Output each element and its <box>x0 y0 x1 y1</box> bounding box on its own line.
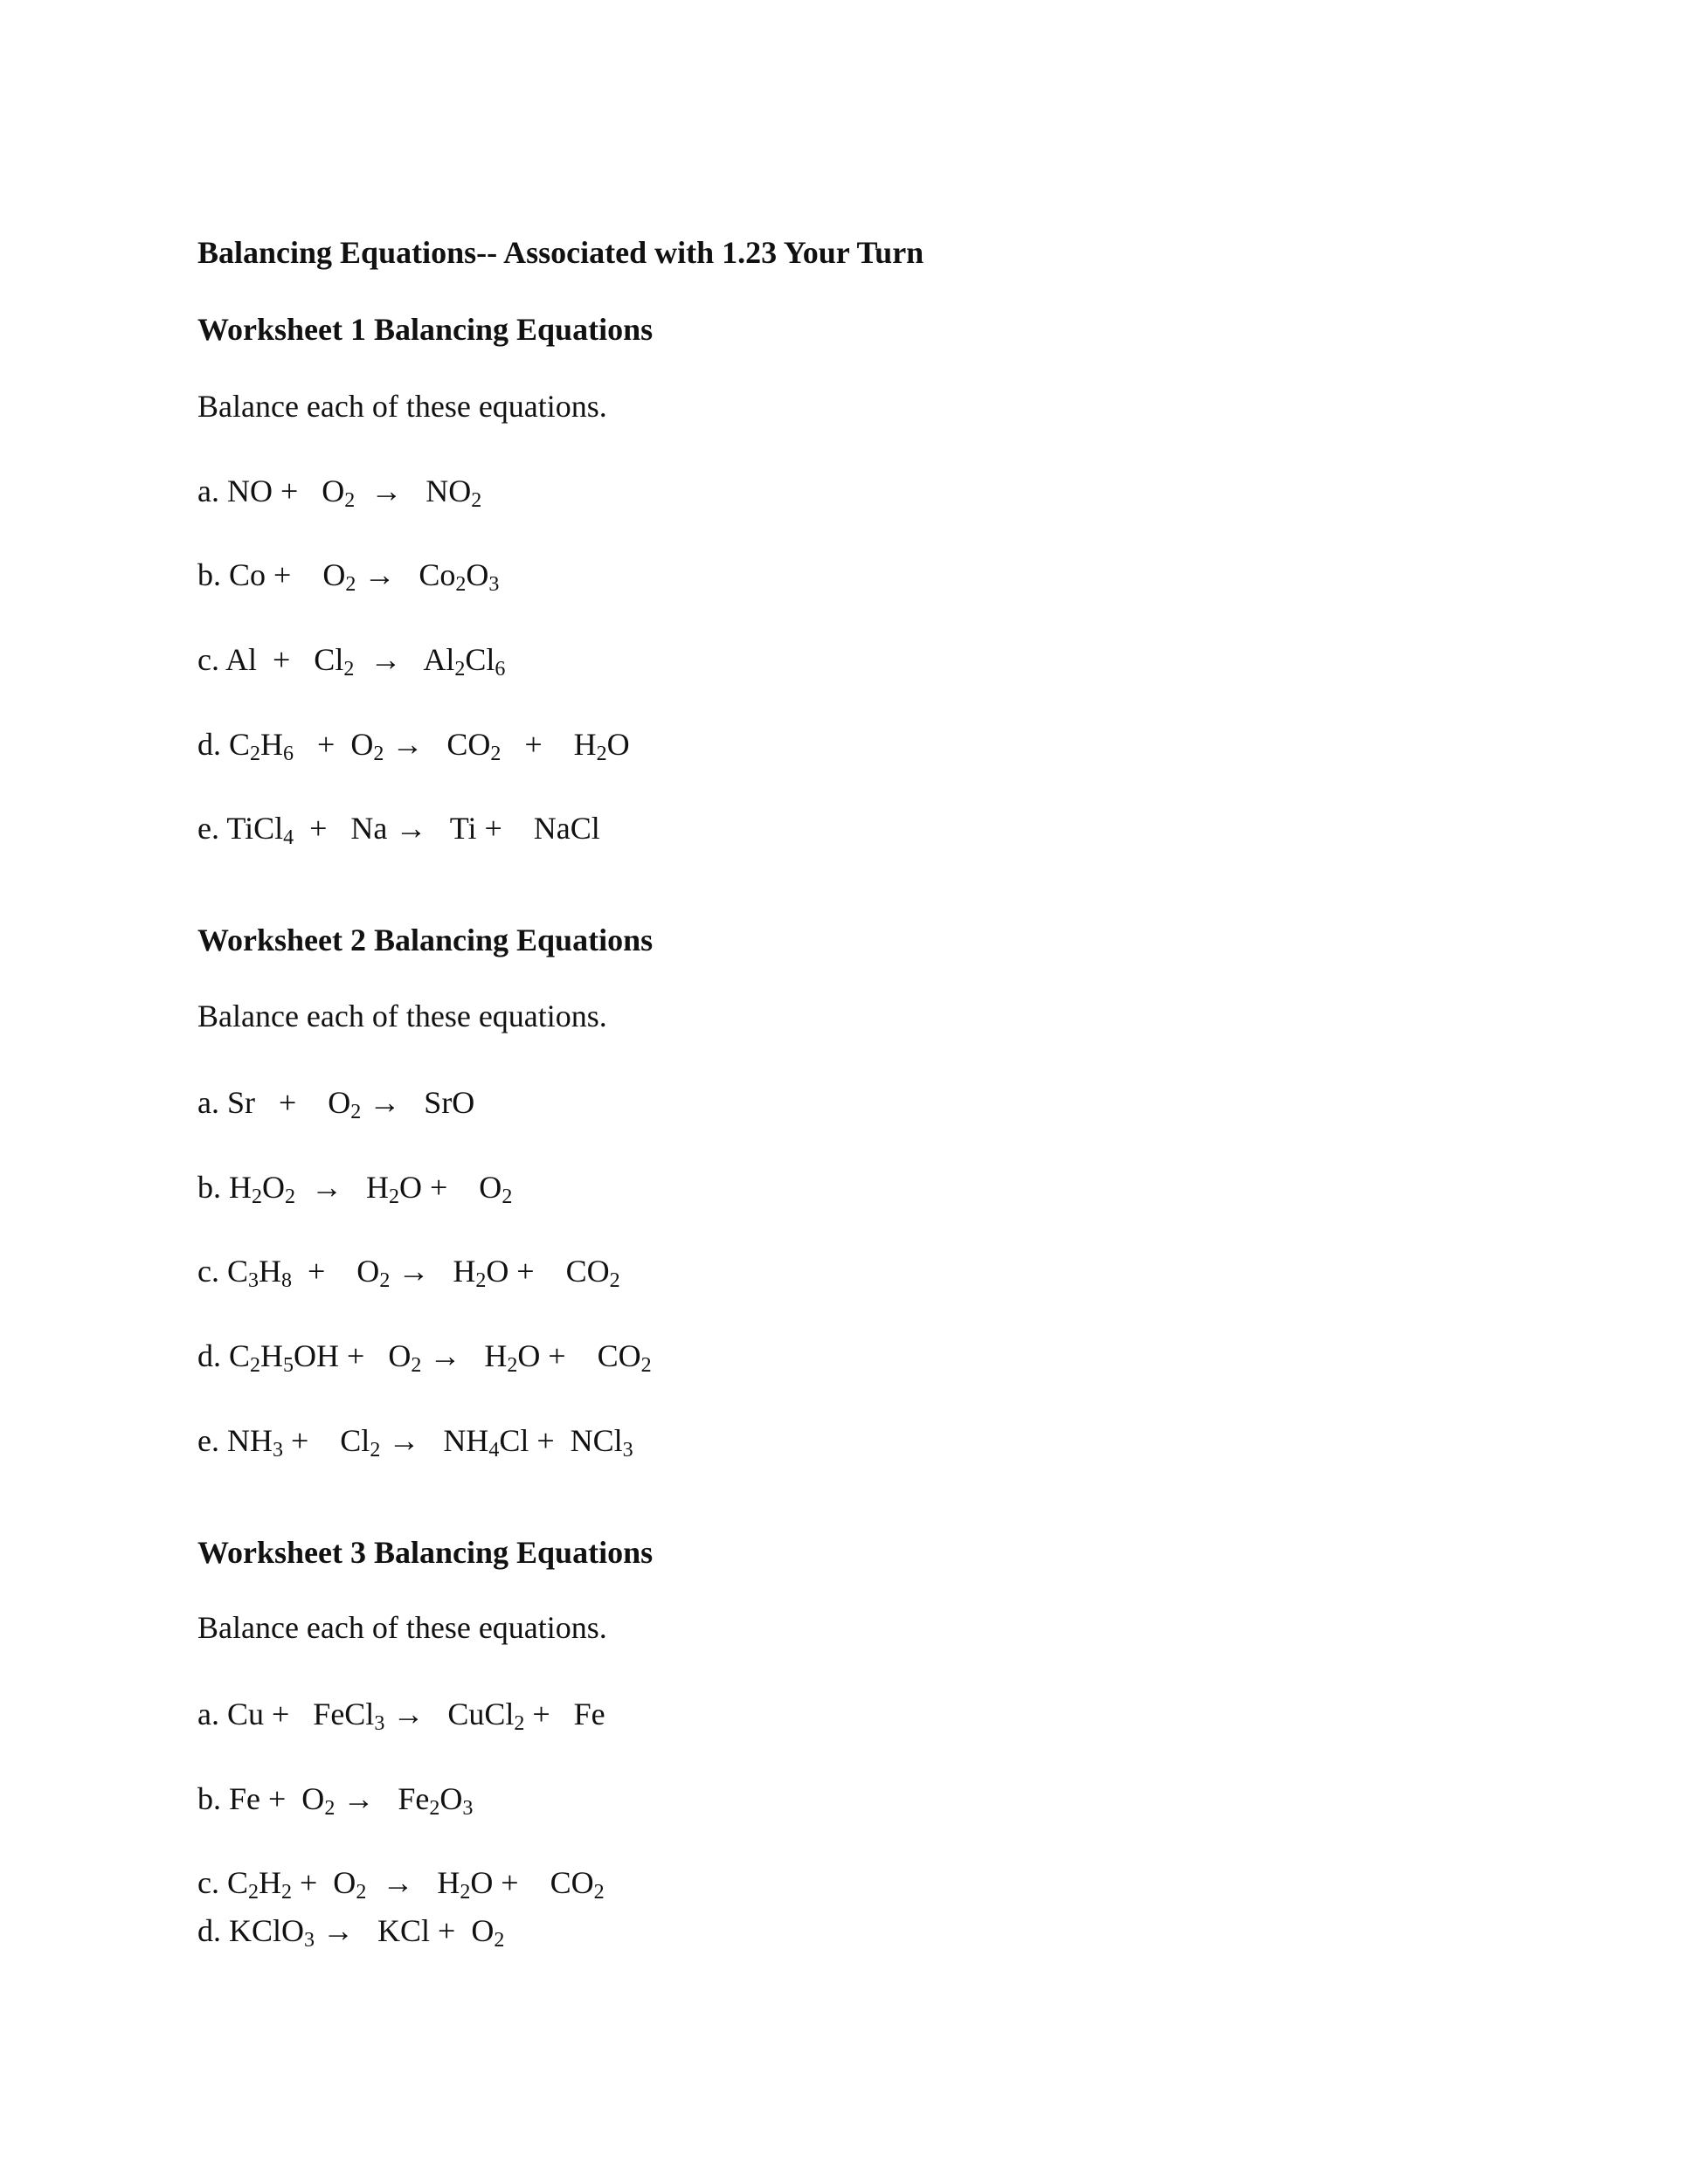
equation-1d <box>197 727 630 765</box>
worksheet-3-heading: Worksheet 3 Balancing Equations <box>197 1535 654 1570</box>
equation-label: e. <box>197 1423 219 1458</box>
equation-body: NO + $O_2 \to NO_2$ <box>226 473 482 512</box>
equation-label: b. <box>197 557 221 592</box>
equation-2a <box>197 1085 475 1123</box>
equation-label: c. <box>197 1254 219 1289</box>
equation-body: $C_2H_2 + O_2 \to H_2O$ + $CO_2$ <box>226 1865 605 1904</box>
equation-label: d. <box>197 1338 221 1373</box>
worksheet-2-instruction: Balance each of these equations. <box>197 999 607 1033</box>
equation-label: e. <box>197 811 219 846</box>
equation-label: b. <box>197 1170 221 1205</box>
worksheet-2-heading: Worksheet 2 Balancing Equations <box>197 923 654 957</box>
equation-label: b. <box>197 1781 221 1816</box>
equation-body: $C_2H_6 + O_2 \to CO_2$ + $H_2O$ <box>229 727 630 765</box>
equation-3b <box>197 1781 474 1820</box>
equation-label: d. <box>197 1913 221 1948</box>
equation-1e <box>197 811 600 849</box>
equation-body: $C_3H_8$ + $O_2 \to H_2O$ + $CO_2$ <box>226 1254 620 1292</box>
equation-2d <box>197 1338 652 1377</box>
worksheet-1-heading: Worksheet 1 Balancing Equations <box>197 312 654 347</box>
equation-body: $C_2H_5OH + O_2 \to H_2O$ + $CO_2$ <box>229 1338 652 1377</box>
equation-body: Co + $O_2 \to Co_2O_3$ <box>229 557 500 596</box>
equation-2e <box>197 1423 633 1462</box>
equation-label: a. <box>197 473 219 508</box>
equation-body: $H_2O_2 \to H_2O$ + $O_2$ <box>229 1170 513 1208</box>
equation-1c <box>197 642 506 681</box>
equation-3a <box>197 1697 605 1735</box>
worksheet-3-instruction: Balance each of these equations. <box>197 1610 607 1645</box>
equation-3d <box>197 1913 505 1952</box>
equation-1b <box>197 557 500 596</box>
equation-label: a. <box>197 1085 219 1120</box>
equation-label: c. <box>197 642 219 677</box>
equation-body: $NH_3$ + $Cl_2 \to NH_4Cl + NCl_3$ <box>226 1423 633 1462</box>
equation-body: $Al + Cl_2 \to Al_2Cl_6$ <box>225 642 506 681</box>
equation-3c <box>197 1865 605 1904</box>
equation-body: $Fe + O_2 \to Fe_2O_3$ <box>229 1781 474 1820</box>
equation-label: d. <box>197 727 221 762</box>
document-title: Balancing Equations-- Associated with 1.23 Your Turn <box>197 235 924 270</box>
equation-body: Sr + $O_2$ → SrO <box>226 1085 475 1123</box>
equation-1a <box>197 473 482 512</box>
equation-body: TiCl$_4$ + Na → Ti + NaCl <box>226 811 600 849</box>
equation-2c <box>197 1254 620 1292</box>
worksheet-1-instruction: Balance each of these equations. <box>197 389 607 424</box>
equation-label: c. <box>197 1865 219 1900</box>
equation-body: KClO$_3$ → KCl + $O_2$ <box>229 1913 505 1952</box>
equation-2b <box>197 1170 513 1208</box>
equation-body: Cu + FeCl$_3$ → CuCl$_2$ + Fe <box>226 1697 605 1735</box>
equation-label: a. <box>197 1697 219 1731</box>
